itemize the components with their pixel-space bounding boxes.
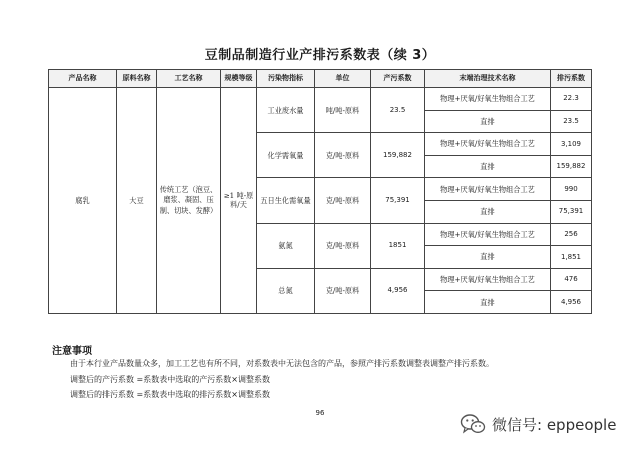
cell-generation: 159,882 [371,133,425,178]
cell-emission: 4,956 [551,291,592,314]
header-emission-coefficient: 排污系数 [551,70,592,88]
cell-emission: 476 [551,268,592,291]
cell-emission: 75,391 [551,200,592,223]
cell-technology: 物理+厌氧/好氧生物组合工艺 [425,133,551,156]
cell-unit: 克/吨-原料 [315,133,371,178]
page-number: 96 [315,409,325,417]
note-line: 调整后的产污系数 =系数表中选取的产污系数×调整系数 [70,375,270,384]
cell-pollutant: 总氮 [257,268,315,313]
cell-emission: 159,882 [551,155,592,178]
table-row [49,88,592,111]
page-title: 豆制品制造行业产排污系数表（续 3） [204,48,436,63]
cell-emission: 990 [551,178,592,201]
table-header [49,70,592,88]
cell-emission: 22.3 [551,88,592,111]
cell-generation: 75,391 [371,178,425,223]
wechat-icon [460,413,486,435]
notes-title: 注意事项 [52,346,92,357]
cell-technology: 直排 [425,155,551,178]
cell-technology: 物理+厌氧/好氧生物组合工艺 [425,178,551,201]
cell-pollutant: 五日生化需氧量 [257,178,315,223]
cell-technology: 直排 [425,246,551,269]
table-body [49,88,592,314]
cell-generation: 1851 [371,223,425,268]
header-product: 产品名称 [49,70,117,88]
cell-unit: 克/吨-原料 [315,268,371,313]
cell-product: 腐乳 [49,88,117,314]
header-unit: 单位 [315,70,371,88]
cell-technology: 直排 [425,200,551,223]
cell-pollutant: 氨氮 [257,223,315,268]
cell-generation: 4,956 [371,268,425,313]
cell-technology: 物理+厌氧/好氧生物组合工艺 [425,223,551,246]
watermark-text: 微信号: eppeople [492,415,617,434]
cell-emission: 1,851 [551,246,592,269]
cell-material: 大豆 [117,88,157,314]
note-line: 由于本行业产品数量众多，加工工艺也有所不同，对系数表中无法包含的产品，参照产排污系数调整表调整产排污系数。 [70,359,494,368]
cell-technology: 直排 [425,110,551,133]
cell-scale: ≥1 吨-原料/天 [221,88,257,314]
header-process: 工艺名称 [157,70,221,88]
cell-unit: 克/吨-原料 [315,178,371,223]
cell-emission: 3,109 [551,133,592,156]
cell-unit: 吨/吨-原料 [315,88,371,133]
cell-process: 传统工艺（泡豆、磨浆、凝固、压制、切块、发酵） [157,88,221,314]
cell-generation: 23.5 [371,88,425,133]
cell-technology: 物理+厌氧/好氧生物组合工艺 [425,268,551,291]
cell-technology: 物理+厌氧/好氧生物组合工艺 [425,88,551,111]
wechat-watermark [456,412,620,436]
note-line: 调整后的排污系数 =系数表中选取的排污系数×调整系数 [70,390,270,399]
cell-pollutant: 化学需氧量 [257,133,315,178]
header-scale: 规模等级 [221,70,257,88]
coefficient-table [48,69,592,314]
cell-unit: 克/吨-原料 [315,223,371,268]
header-treatment-technology: 末端治理技术名称 [425,70,551,88]
cell-technology: 直排 [425,291,551,314]
header-generation-coefficient: 产污系数 [371,70,425,88]
cell-emission: 256 [551,223,592,246]
cell-emission: 23.5 [551,110,592,133]
cell-pollutant: 工业废水量 [257,88,315,133]
header-pollutant: 污染物指标 [257,70,315,88]
header-material: 原料名称 [117,70,157,88]
